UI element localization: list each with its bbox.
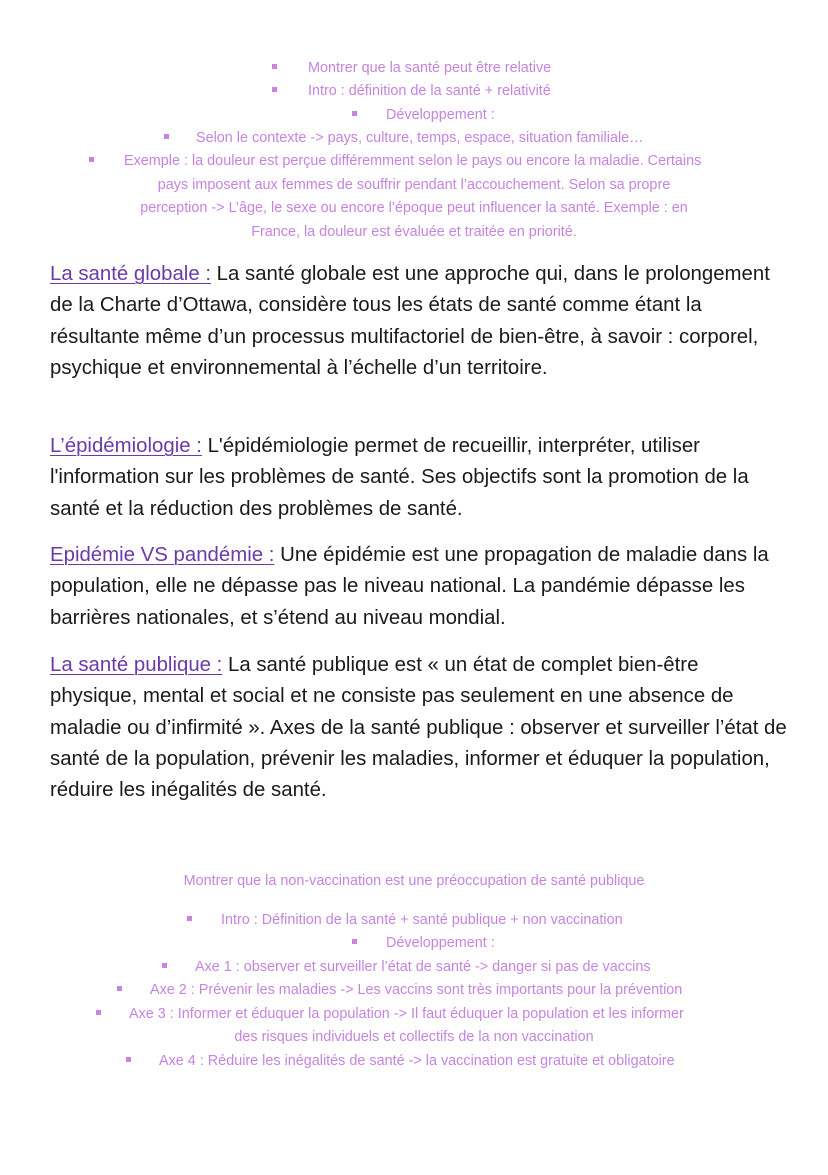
bullet-icon <box>94 1003 102 1026</box>
definition-term: La santé publique : <box>50 654 223 676</box>
bullet-icon <box>350 932 358 955</box>
definition-epidemic-pandemic <box>50 540 790 634</box>
bullet-icon <box>162 127 170 150</box>
list-item: Développement : <box>350 932 495 955</box>
bullet-icon <box>350 104 358 127</box>
axe3-continuation: des risques individuels et collectifs de la non vaccination <box>234 1029 594 1045</box>
bullet-icon <box>87 150 95 173</box>
list-item: Montrer que la santé peut être relative <box>270 57 551 80</box>
definition-term: La santé globale : <box>50 263 211 285</box>
list-item: Axe 2 : Prévenir les maladies -> Les vaccins sont très importants pour la prévention <box>115 979 682 1002</box>
bullet-icon <box>115 979 123 1002</box>
list-item: Intro : définition de la santé + relativité <box>270 80 551 103</box>
list-item: Axe 4 : Réduire les inégalités de santé -> la vaccination est gratuite et obligatoire <box>124 1050 675 1073</box>
bullet-icon <box>160 956 168 979</box>
bullet-icon <box>270 57 278 80</box>
list-item: Intro : Définition de la santé + santé publique + non vaccination <box>185 909 623 932</box>
list-item: Exemple : la douleur est perçue différemment selon le pays ou encore la maladie. Certains <box>87 150 701 173</box>
definition-epidemiology <box>50 431 790 525</box>
definition-term: L’épidémiologie : <box>50 435 202 457</box>
list-item: Développement : <box>350 104 495 127</box>
definition-public-health <box>50 650 790 806</box>
list-item: Axe 1 : observer et surveiller l’état de santé -> danger si pas de vaccins <box>160 956 651 979</box>
example-continuation: pays imposent aux femmes de souffrir pendant l’accouchement. Selon sa propre perception -> L’âge, le sexe ou encore l’époque peut influencer la santé. Exemple : en France, la douleur est évaluée et traitée en priorité. <box>140 177 688 240</box>
list-item: Axe 3 : Informer et éduquer la population -> Il faut éduquer la population et les informer <box>94 1003 684 1026</box>
bullet-icon <box>124 1050 132 1073</box>
definition-text: L'épidémiologie permet de recueillir, interpréter, utiliser l'information sur les problèmes de santé. Ses objectifs sont la promotion de la santé et la réduction des problèmes de santé. <box>50 435 749 520</box>
definition-text: La santé globale est une approche qui, dans le prolongement de la Charte d’Ottawa, considère tous les états de santé comme étant la résultante même d’un processus multifactoriel de bien-être, à savoir : corporel, psychique et environnemental à l’échelle d’un territoire. <box>50 263 770 379</box>
definition-global-health <box>50 259 790 384</box>
definition-term: Epidémie VS pandémie : <box>50 544 275 566</box>
bullet-icon <box>270 80 278 103</box>
bullet-icon <box>185 909 193 932</box>
outline-title: Montrer que la non-vaccination est une préoccupation de santé publique <box>183 873 645 889</box>
definition-text: Une épidémie est une propagation de maladie dans la population, elle ne dépasse pas le niveau national. La pandémie dépasse les barrières nationales, et s’étend au niveau mondial. <box>50 544 769 629</box>
list-item: Selon le contexte -> pays, culture, temps, espace, situation familiale… <box>162 127 644 150</box>
definition-text: La santé publique est « un état de complet bien-être physique, mental et social et ne consiste pas seulement en une absence de maladie ou d’infirmité ». Axes de la santé publique : observer et surveiller l’état de santé de la population, prévenir les maladies, informer et éduquer la population, réduire les inégalités de santé. <box>50 654 787 802</box>
